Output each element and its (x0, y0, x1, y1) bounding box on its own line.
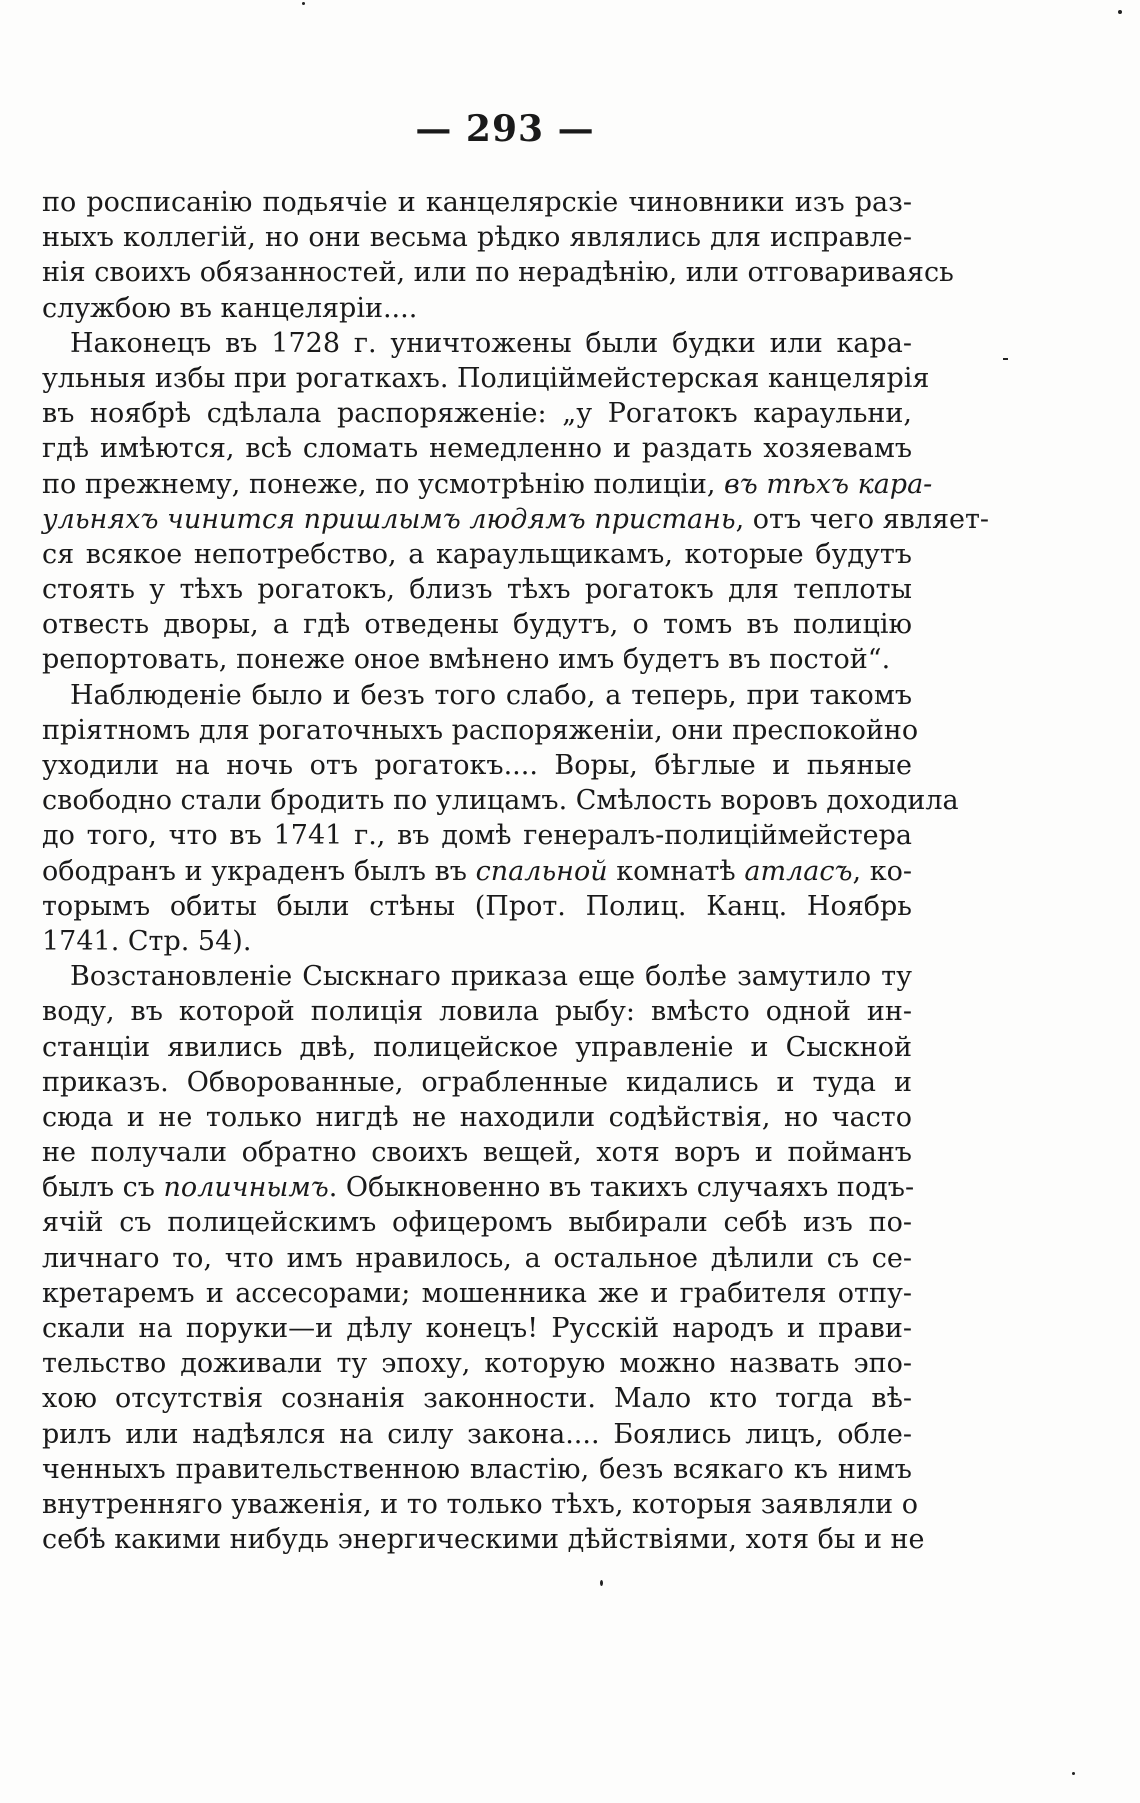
scan-speck (1072, 1772, 1075, 1775)
text-line: кретаремъ и ассесорами; мошенника же и грабителя отпу- (42, 1277, 912, 1309)
text-line (42, 1170, 915, 1205)
text-line: въ ноябрѣ сдѣлала распоряженіе: „у Рогатокъ караульни, (42, 398, 912, 430)
paragraph-4 (42, 959, 925, 1557)
text-line: хою отсутствія сознанія законности. Мало кто тогда вѣ- (42, 1383, 912, 1415)
paragraph-1 (42, 185, 954, 326)
text-line: себѣ какими нибудь энергическими дѣйствіями, хотя бы и не (42, 1524, 925, 1556)
text-run: ободранъ и украденъ былъ въ (42, 855, 476, 887)
text-run: комнатѣ (607, 855, 745, 887)
italic-run: поличнымъ (163, 1172, 329, 1204)
text-run: , отъ чего являет- (735, 503, 990, 535)
text-line: 1741. Стр. 54). (42, 925, 252, 957)
text-run: по прежнему, понеже, по усмотрѣнію полиціи, (42, 468, 725, 500)
text-line: ся всякое непотребство, а караульщикамъ, которые будутъ (42, 538, 912, 570)
text-line: Наблюденіе было и безъ того слабо, а теперь, при такомъ (70, 679, 912, 711)
text-line: ныхъ коллегій, но они весьма рѣдко являлись для исправле- (42, 222, 912, 254)
page-body (42, 185, 990, 1557)
text-line: стоять у тѣхъ рогатокъ, близъ тѣхъ рогатокъ для теплоты (42, 574, 912, 606)
italic-run: атласъ (744, 855, 853, 887)
text-line: скали на поруки—и дѣлу конецъ! Русскій народъ и прави- (42, 1313, 912, 1344)
text-run: , ко- (852, 855, 912, 887)
italic-run: спальной (475, 855, 608, 887)
text-line: внутренняго уваженія, и то только тѣхъ, которыя заявляли о (42, 1488, 918, 1520)
text-line: ячій съ полицейскимъ офицеромъ выбирали себѣ изъ по- (42, 1207, 912, 1239)
scan-speck (600, 1580, 603, 1586)
text-line (42, 467, 933, 502)
text-line: гдѣ имѣются, всѣ сломать немедленно и раздать хозяевамъ (42, 433, 912, 465)
text-run: . Обыкновенно въ такихъ случаяхъ подъ- (328, 1172, 915, 1204)
text-line: отвесть дворы, а гдѣ отведены будутъ, о томъ въ полицію (42, 609, 912, 641)
text-line (42, 854, 912, 889)
text-line: рилъ или надѣялся на силу закона.... Боялись лицъ, обле- (42, 1418, 912, 1450)
page-number: — 293 — (415, 108, 595, 150)
text-line: тельство доживали ту эпоху, которую можно назвать эпо- (42, 1348, 912, 1380)
text-line: ченныхъ правительственною властію, безъ всякаго къ нимъ (42, 1453, 912, 1485)
scan-speck (302, 2, 305, 5)
text-line: Возстановленіе Сыскнаго приказа еще болѣе замутило ту (70, 961, 912, 993)
text-line: сюда и не только нигдѣ не находили содѣйствія, но часто (42, 1101, 912, 1133)
text-line: личнаго то, что имъ нравилось, а остальное дѣлили съ се- (42, 1242, 912, 1274)
text-line (42, 502, 990, 537)
text-line: до того, что въ 1741 г., въ домѣ генералъ-полицiймейстера (42, 820, 912, 852)
scan-speck (1118, 10, 1122, 14)
text-line: не получали обратно своихъ вещей, хотя воръ и пойманъ (42, 1137, 912, 1169)
text-line: по росписанію подьячіе и канцелярскіе чиновники изъ раз- (42, 187, 912, 218)
text-line: уходили на ночь отъ рогатокъ.... Воры, бѣглые и пьяные (42, 750, 912, 781)
text-line: нія своихъ обязанностей, или по нерадѣнію, или отговариваясь (42, 257, 954, 289)
italic-run: въ тѣхъ кара- (724, 468, 933, 500)
text-run: былъ съ (42, 1172, 164, 1204)
text-line: торымъ обиты были стѣны (Прот. Полиц. Канц. Ноябрь (42, 890, 912, 922)
text-line: Наконецъ въ 1728 г. уничтожены были будки или кара- (70, 327, 912, 359)
text-line: приказъ. Обворованные, ограбленные кидались и туда и (42, 1066, 912, 1098)
text-line: воду, въ которой полиція ловила рыбу: вмѣсто одной ин- (42, 996, 912, 1028)
italic-run: ульняхъ чинится пришлымъ людямъ пристань (42, 503, 736, 535)
text-line: службою въ канцеляріи.... (42, 292, 418, 324)
text-line: репортовать, понеже оное вмѣнено имъ будетъ въ постой“. (42, 644, 891, 676)
paragraph-2 (42, 326, 990, 678)
text-line: свободно стали бродить по улицамъ. Смѣлость воровъ доходила (42, 785, 959, 817)
text-line: пріятномъ для рогаточныхъ распоряженiи, они преспокойно (42, 714, 919, 746)
text-line: станціи явились двѣ, полицейское управленіе и Сыскной (42, 1031, 912, 1063)
text-line: ульныя избы при рогаткахъ. Полицiймейстерская канцелярія (42, 362, 930, 394)
paragraph-3 (42, 678, 959, 960)
scan-speck (1003, 358, 1008, 360)
